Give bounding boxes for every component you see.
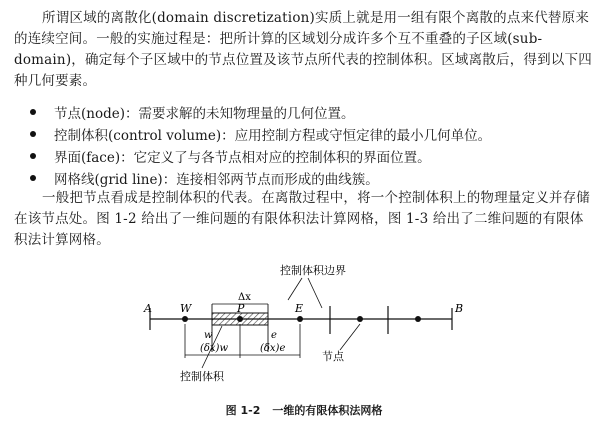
paragraph-grid: 一般把节点看成是控制体积的代表。在离散过程中，将一个控制体积上的物理量定义并存储在该节点处。图 1-2 给出了一维问题的有限体积法计算网格，图 1-3 给出了二维问题的有限体积法计算网格。 bbox=[14, 190, 590, 248]
label-cv-boundary: 控制体积边界 bbox=[280, 264, 346, 277]
label-node: 节点 bbox=[322, 350, 344, 363]
bullet-item bbox=[30, 167, 590, 189]
bullet-text: 界面(face)：它定义了与各节点相对应的控制体积的界面位置。 bbox=[54, 150, 431, 166]
figure-caption bbox=[0, 402, 608, 418]
bullet-text: 控制体积(control volume)：应用控制方程或守恒定律的最小几何单位。 bbox=[54, 128, 492, 144]
node-P bbox=[237, 316, 243, 322]
label-B: B bbox=[455, 302, 464, 315]
node-W bbox=[182, 316, 188, 322]
label-P: P bbox=[237, 302, 245, 315]
bullet-item bbox=[30, 101, 590, 123]
bullet-dot-icon bbox=[30, 131, 36, 137]
caption-number: 图 1-2 bbox=[225, 404, 261, 417]
label-W: W bbox=[180, 302, 192, 315]
grid-figure bbox=[140, 262, 470, 392]
node-E bbox=[297, 316, 303, 322]
node bbox=[415, 316, 421, 322]
bullet-text: 节点(node)：需要求解的未知物理量的几何位置。 bbox=[54, 106, 355, 122]
bullet-text: 网格线(grid line)：连接相邻两节点而形成的曲线簇。 bbox=[54, 172, 379, 188]
leader-boundary bbox=[288, 278, 302, 300]
bullet-item bbox=[30, 123, 590, 145]
label-dxw: (δx)w bbox=[200, 343, 229, 354]
leader-boundary-2 bbox=[308, 278, 322, 308]
bullet-dot-icon bbox=[30, 153, 36, 159]
caption-title: 一维的有限体积法网格 bbox=[272, 404, 383, 417]
label-E: E bbox=[295, 302, 304, 315]
label-A: A bbox=[144, 302, 152, 315]
leader-node bbox=[340, 324, 360, 350]
paragraph-intro: 所谓区域的离散化(domain discretization)实质上就是用一组有限个离散的点来代替原来的连续空间。一般的实施过程是：把所计算的区域划分成许多个互不重叠的子区域(sub-domain)，确定每个子区域中的节点位置及该节点所代表的控制体积。区域离散后，得到以下四种几何要素。 bbox=[14, 10, 592, 89]
label-w: w bbox=[204, 330, 213, 341]
label-control-volume: 控制体积 bbox=[180, 370, 224, 383]
node bbox=[357, 316, 363, 322]
label-dx: Δx bbox=[238, 292, 251, 303]
bullet-dot-icon bbox=[30, 175, 36, 181]
label-e: e bbox=[271, 330, 277, 341]
bullet-list bbox=[30, 101, 590, 189]
label-dxe: (δx)e bbox=[260, 343, 286, 354]
bullet-item bbox=[30, 145, 590, 167]
bullet-dot-icon bbox=[30, 109, 36, 115]
